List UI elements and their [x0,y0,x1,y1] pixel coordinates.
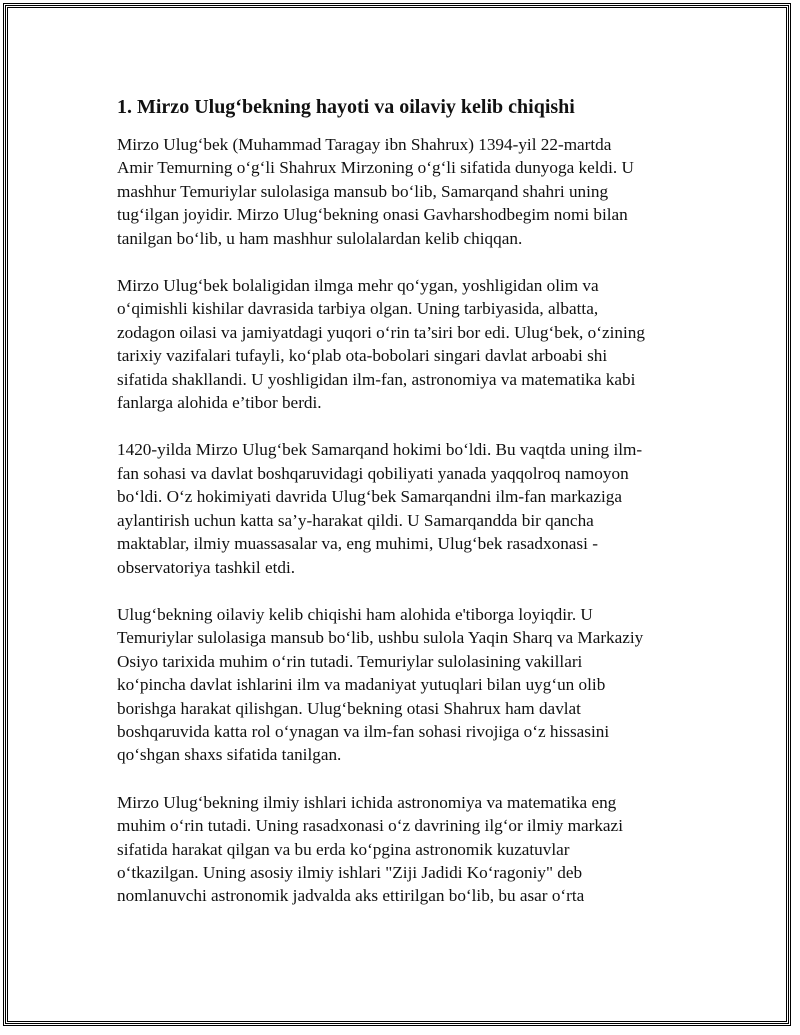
text-line: o‘tkazilgan. Uning asosiy ilmiy ishlari "Ziji Jadidi Ko‘ragoniy" deb [117,862,583,882]
section-title: 1. Mirzo Ulug‘bekning hayoti va oilaviy kelib chiqishi [117,96,575,118]
text-line: o‘qimishli kishilar davrasida tarbiya olgan. Uning tarbiyasida, albatta, [117,299,599,319]
text-line: Amir Temurning o‘g‘li Shahrux Mirzoning o‘g‘li sifatida dunyoga keldi. U [117,158,634,178]
text-line: 1420-yilda Mirzo Ulug‘bek Samarqand hokimi bo‘ldi. Bu vaqtda uning ilm- [117,440,643,460]
text-line: tug‘ilgan joyidir. Mirzo Ulug‘bekning onasi Gavharshodbegim nomi bilan [117,205,628,225]
text-line: bo‘ldi. O‘z hokimiyati davrida Ulug‘bek Samarqandni ilm-fan markaziga [117,487,622,507]
text-line: sifatida harakat qilgan va bu erda ko‘pgina astronomik kuzatuvlar [117,839,570,859]
text-line: boshqaruvida katta rol o‘ynagan va ilm-fan sohasi rivojiga o‘z hissasini [117,721,610,741]
text-line: Mirzo Ulug‘bekning ilmiy ishlari ichida astronomiya va matematika eng [117,792,617,812]
paragraph-4 [117,603,687,767]
text-line: Ulug‘bekning oilaviy kelib chiqishi ham alohida e'tiborga loyiqdir. U [117,604,593,624]
text-line: nomlanuvchi astronomik jadvalda aks ettirilgan bo‘lib, bu asar o‘rta [117,886,585,906]
text-line: borishga harakat qilishgan. Ulug‘bekning otasi Shahrux ham davlat [117,698,581,718]
text-line: ko‘pincha davlat ishlarini ilm va madaniyat yutuqlari bilan uyg‘un olib [117,675,606,695]
text-line: fan sohasi va davlat boshqaruvidagi qobiliyati yanada yaqqolroq namoyon [117,463,629,483]
text-line: Mirzo Ulug‘bek bolaligidan ilmga mehr qo‘ygan, yoshligidan olim va [117,276,599,296]
paragraph-1 [117,133,687,250]
text-line: observatoriya tashkil etdi. [117,557,296,577]
text-line: tanilgan bo‘lib, u ham mashhur sulolalardan kelib chiqqan. [117,228,523,248]
text-line: aylantirish uchun katta sa’y-harakat qildi. U Samarqandda bir qancha [117,510,594,530]
paragraph-5 [117,791,687,908]
text-line: Temuriylar sulolasiga mansub bo‘lib, ushbu sulola Yaqin Sharq va Markaziy [117,628,644,648]
text-line: mashhur Temuriylar sulolasiga mansub bo‘lib, Samarqand shahri uning [117,181,609,201]
text-line: maktablar, ilmiy muassasalar va, eng muhimi, Ulug‘bek rasadxonasi - [117,534,598,554]
text-line: sifatida shakllandi. U yoshligidan ilm-fan, astronomiya va matematika kabi [117,369,636,389]
text-line: qo‘shgan shaxs sifatida tanilgan. [117,745,342,765]
text-line: Mirzo Ulug‘bek (Muhammad Taragay ibn Shahrux) 1394-yil 22-martda [117,135,612,154]
text-line: fanlarga alohida e’tibor berdi. [117,393,322,413]
document-body [117,94,687,932]
paragraph-2 [117,274,687,414]
text-line: tarixiy vazifalari tufayli, ko‘plab ota-bobolari singari davlat arboabi shi [117,346,608,366]
text-line: Osiyo tarixida muhim o‘rin tutadi. Temuriylar sulolasining vakillari [117,651,583,671]
paragraph-3 [117,438,687,578]
text-line: zodagon oilasi va jamiyatdagi yuqori o‘rin ta’siri bor edi. Ulug‘bek, o‘zining [117,322,645,342]
text-line: muhim o‘rin tutadi. Uning rasadxonasi o‘z davrining ilg‘or ilmiy markazi [117,816,623,836]
paragraph-list [117,133,687,908]
